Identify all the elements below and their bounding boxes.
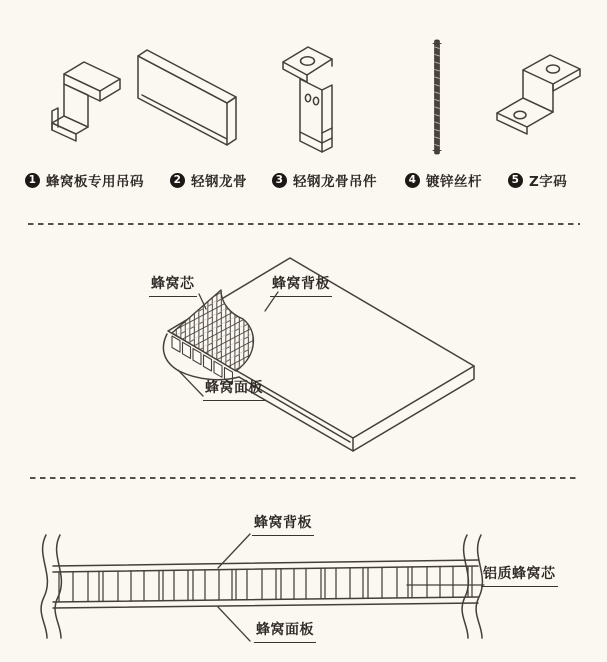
cross-section-face-panel-label: 蜂窝面板 (254, 619, 316, 643)
cross-section-back-panel-label: 蜂窝背板 (252, 512, 314, 536)
legend-label-2: 轻钢龙骨 (191, 174, 247, 190)
legend-item-5 (508, 170, 567, 190)
panel-hanger-clip-icon (52, 62, 120, 141)
legend-label-5: Z字码 (529, 174, 568, 190)
legend-item-3 (272, 170, 377, 190)
legend-item-1 (25, 170, 144, 190)
number-badge-2: 2 (170, 173, 185, 188)
number-badge-1: 1 (25, 173, 40, 188)
z-bracket-icon (497, 55, 580, 134)
number-badge-5: 5 (508, 173, 523, 188)
legend-label-1: 蜂窝板专用吊码 (46, 174, 144, 190)
c-channel-keel-icon (138, 50, 236, 145)
threaded-rod-icon (433, 40, 441, 154)
number-badge-3: 3 (272, 173, 287, 188)
cross-section-core-label: 铝质蜂窝芯 (481, 563, 558, 587)
number-badge-4: 4 (405, 173, 420, 188)
exploded-core-label: 蜂窝芯 (149, 273, 197, 297)
legend-item-4 (405, 170, 482, 190)
honeycomb-core-texture (172, 290, 253, 371)
exploded-back-panel-label: 蜂窝背板 (270, 273, 332, 297)
legend-label-4: 镀锌丝杆 (426, 174, 482, 190)
legend-label-3: 轻钢龙骨吊件 (293, 174, 377, 190)
legend-item-2 (170, 170, 247, 190)
keel-hanger-icon (283, 47, 332, 152)
exploded-face-panel-label: 蜂窝面板 (203, 377, 265, 401)
